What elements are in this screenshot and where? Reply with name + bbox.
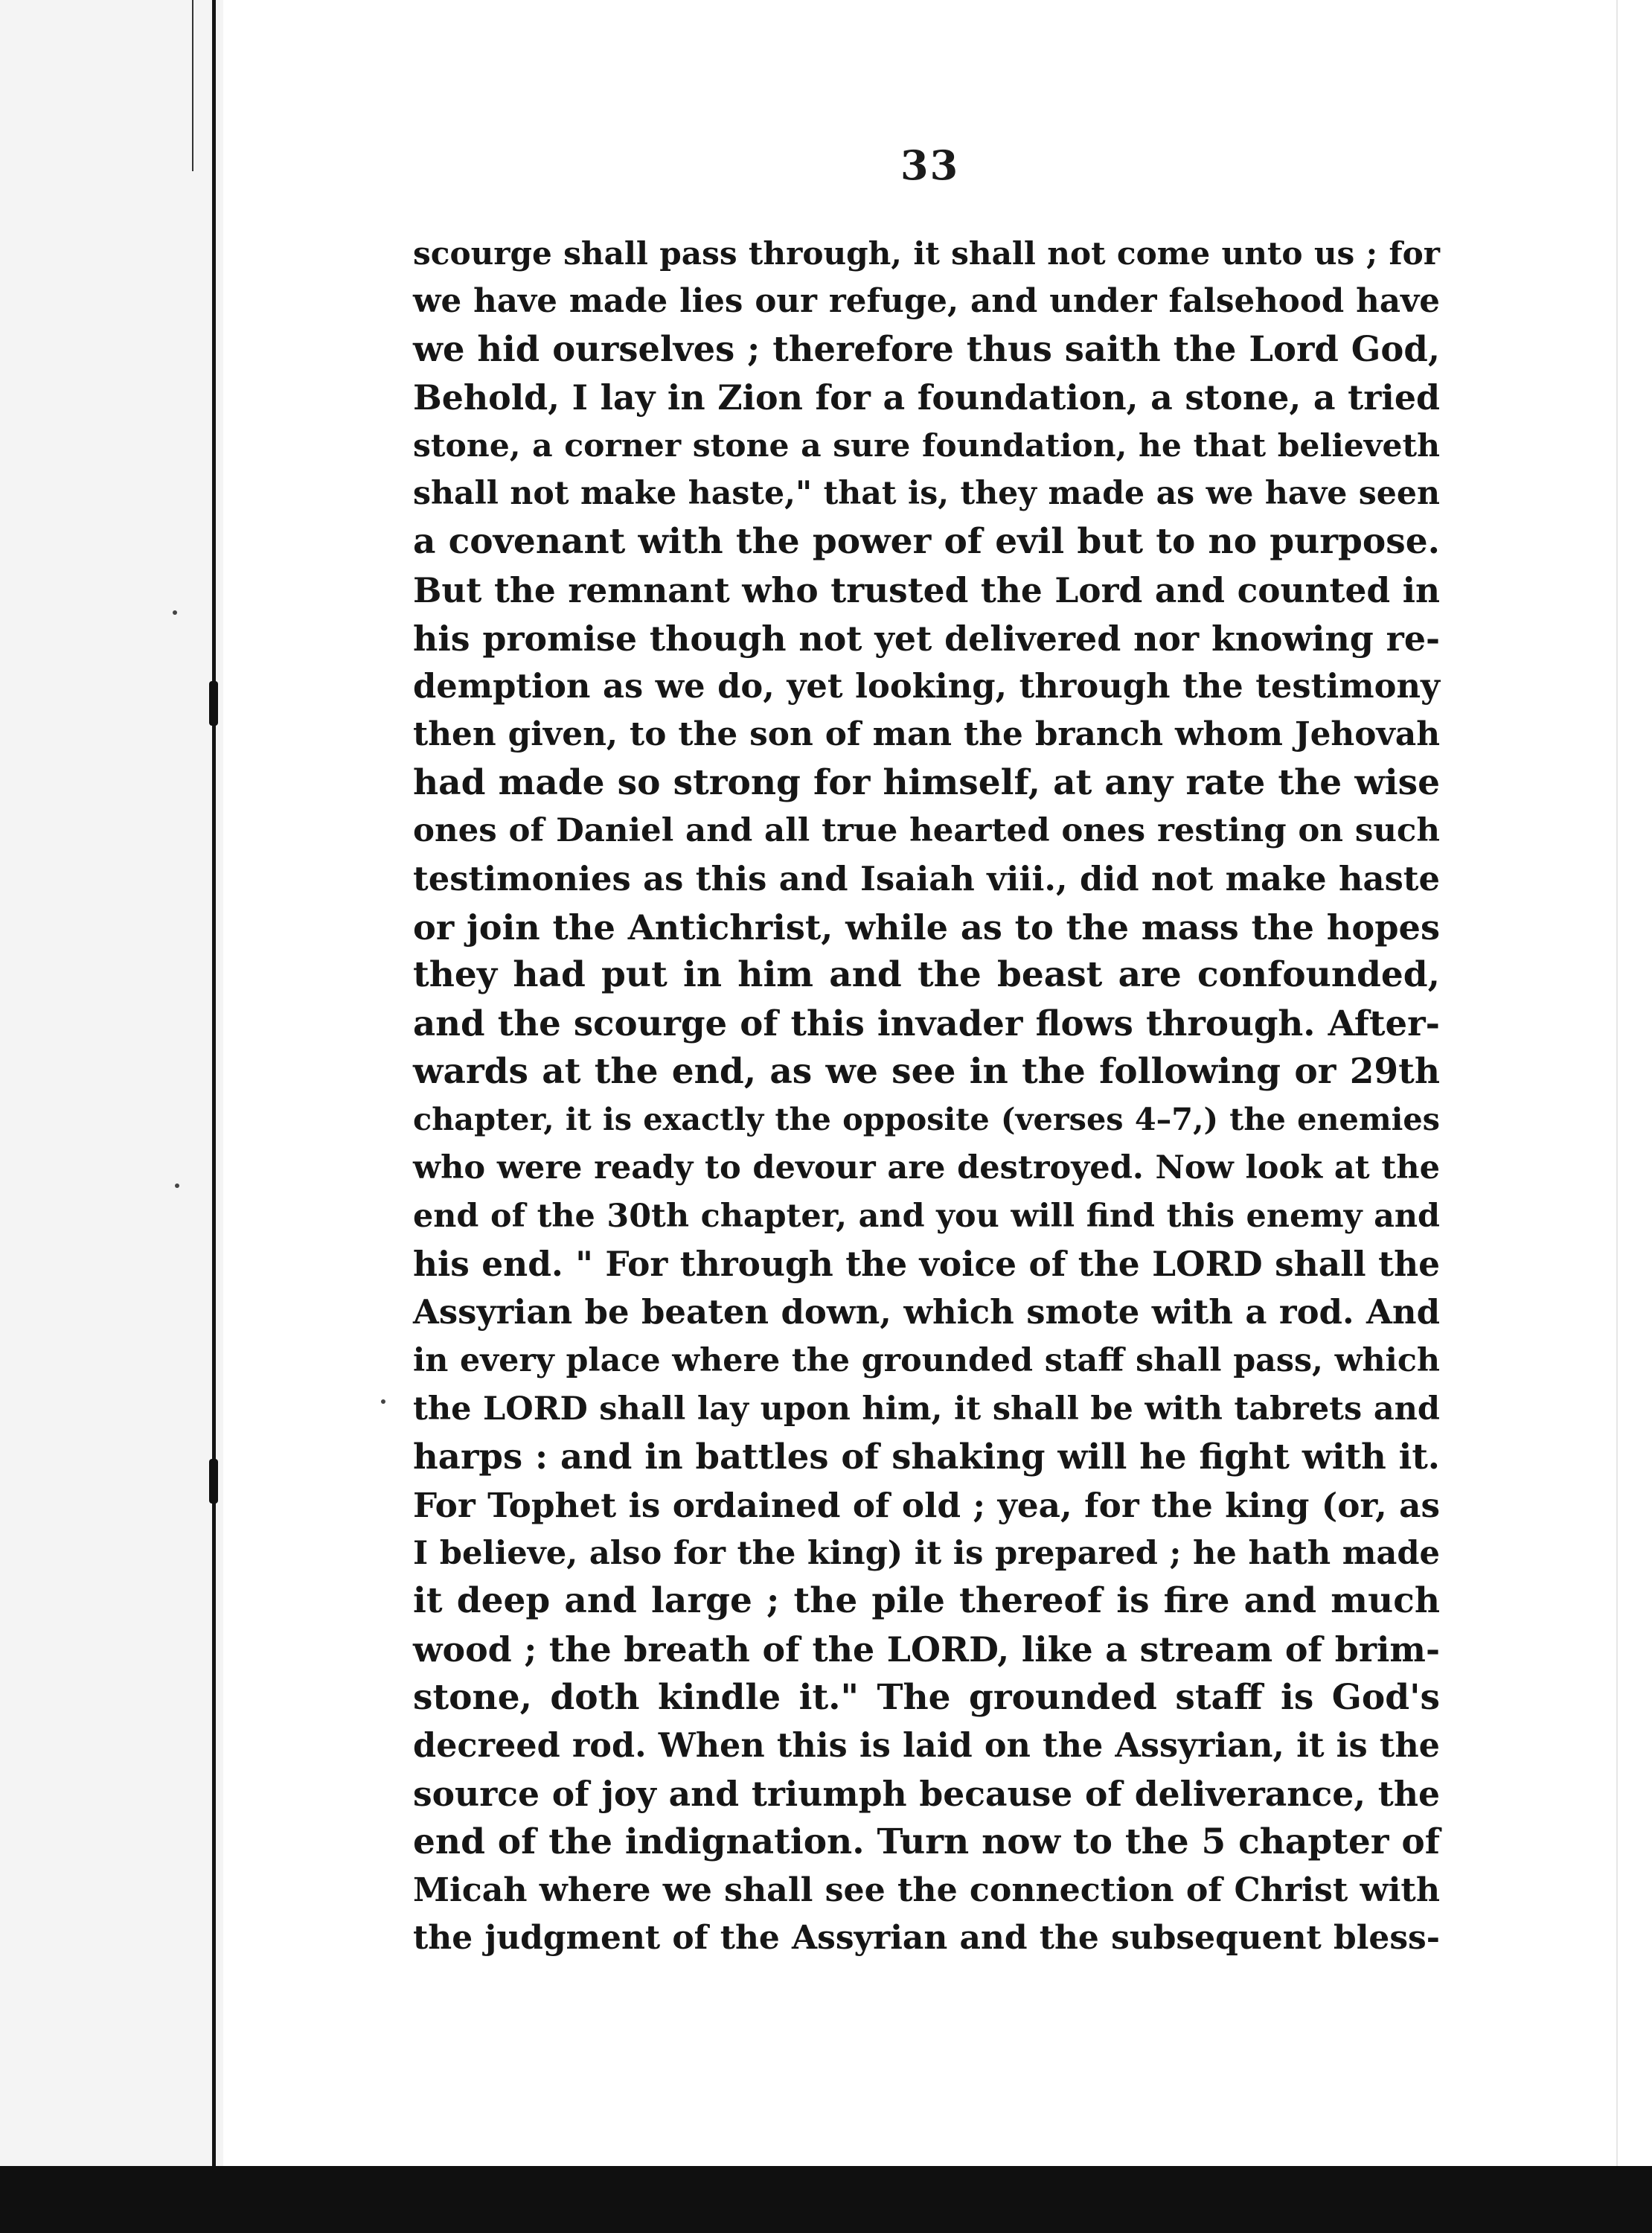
text-line: source of joy and triumph because of deliverance, the (413, 1774, 1440, 1814)
text-line: I believe, also for the king) it is prepared ; he hath made (413, 1533, 1440, 1572)
text-line: shall not make haste," that is, they made as we have seen (413, 475, 1440, 513)
text-line: who were ready to devour are destroyed. Now look at the (413, 1149, 1440, 1187)
text-line: For Tophet is ordained of old ; yea, for the king (or, as (413, 1484, 1440, 1525)
text-line: Micah where we shall see the connection of Christ with (413, 1871, 1440, 1910)
text-line: wards at the end, as we see in the following or 29th (413, 1050, 1440, 1092)
text-line: decreed rod. When this is laid on the Assyrian, it is the (413, 1726, 1440, 1766)
text-line: stone, a corner stone a sure foundation, he that believeth (413, 427, 1440, 464)
text-line: testimonies as this and Isaiah viii., did not make haste (413, 858, 1440, 898)
text-line: his end. " For through the voice of the LORD shall the (413, 1244, 1440, 1285)
facing-page-margin (0, 0, 223, 2233)
text-line: it deep and large ; the pile thereof is fire and much (413, 1580, 1440, 1622)
text-line: end of the indignation. Turn now to the 5 chapter of (413, 1821, 1440, 1862)
scan-speck (381, 1399, 385, 1404)
text-line: end of the 30th chapter, and you will find this enemy and (413, 1197, 1440, 1235)
binding-mark-lower (209, 1459, 218, 1504)
text-line: we have made lies our refuge, and under falsehood have (413, 281, 1440, 320)
text-line: chapter, it is exactly the opposite (verses 4–7,) the enemies (413, 1101, 1440, 1138)
text-line: ones of Daniel and all true hearted ones resting on such (413, 811, 1440, 850)
scan-bottom-border (0, 2166, 1652, 2233)
text-line: and the scourge of this invader flows through. After- (413, 1003, 1440, 1044)
binding-mark-upper (209, 681, 218, 726)
text-line: or join the Antichrist, while as to the mass the hopes (413, 907, 1440, 948)
text-line: wood ; the breath of the LORD, like a stream of brim- (413, 1629, 1440, 1670)
text-line: Assyrian be beaten down, which smote with a rod. And (413, 1292, 1440, 1332)
text-line: then given, to the son of man the branch whom Jehovah (413, 715, 1440, 753)
text-line: we hid ourselves ; therefore thus saith the Lord God, (413, 328, 1440, 370)
text-line: his promise though not yet delivered nor knowing re- (413, 618, 1440, 659)
text-line: had made so strong for himself, at any rate the wise (413, 761, 1440, 803)
spine-shadow-line (192, 0, 193, 171)
page-right-edge (1616, 0, 1652, 2166)
text-line: But the remnant who trusted the Lord and counted in (413, 569, 1440, 610)
text-line: in every place where the grounded staff shall pass, which (413, 1341, 1440, 1379)
text-line: scourge shall pass through, it shall not come unto us ; for (413, 234, 1440, 272)
text-line: the LORD shall lay upon him, it shall be with tabrets and (413, 1390, 1440, 1428)
book-spine-edge (212, 0, 216, 2166)
scan-speck (175, 1183, 179, 1188)
text-line: they had put in him and the beast are confounded, (413, 954, 1440, 996)
text-line: Behold, I lay in Zion for a foundation, a stone, a tried (413, 377, 1440, 418)
page-number: 33 (900, 141, 960, 189)
text-line: stone, doth kindle it." The grounded staff is God's (413, 1676, 1440, 1718)
text-line: the judgment of the Assyrian and the subsequent bless- (413, 1919, 1440, 1958)
text-line: a covenant with the power of evil but to no purpose. (413, 521, 1440, 563)
text-line: demption as we do, yet looking, through the testimony (413, 666, 1440, 706)
scan-speck (173, 610, 177, 615)
body-text (413, 229, 1440, 1963)
text-line: harps : and in battles of shaking will he fight with it. (413, 1436, 1440, 1478)
